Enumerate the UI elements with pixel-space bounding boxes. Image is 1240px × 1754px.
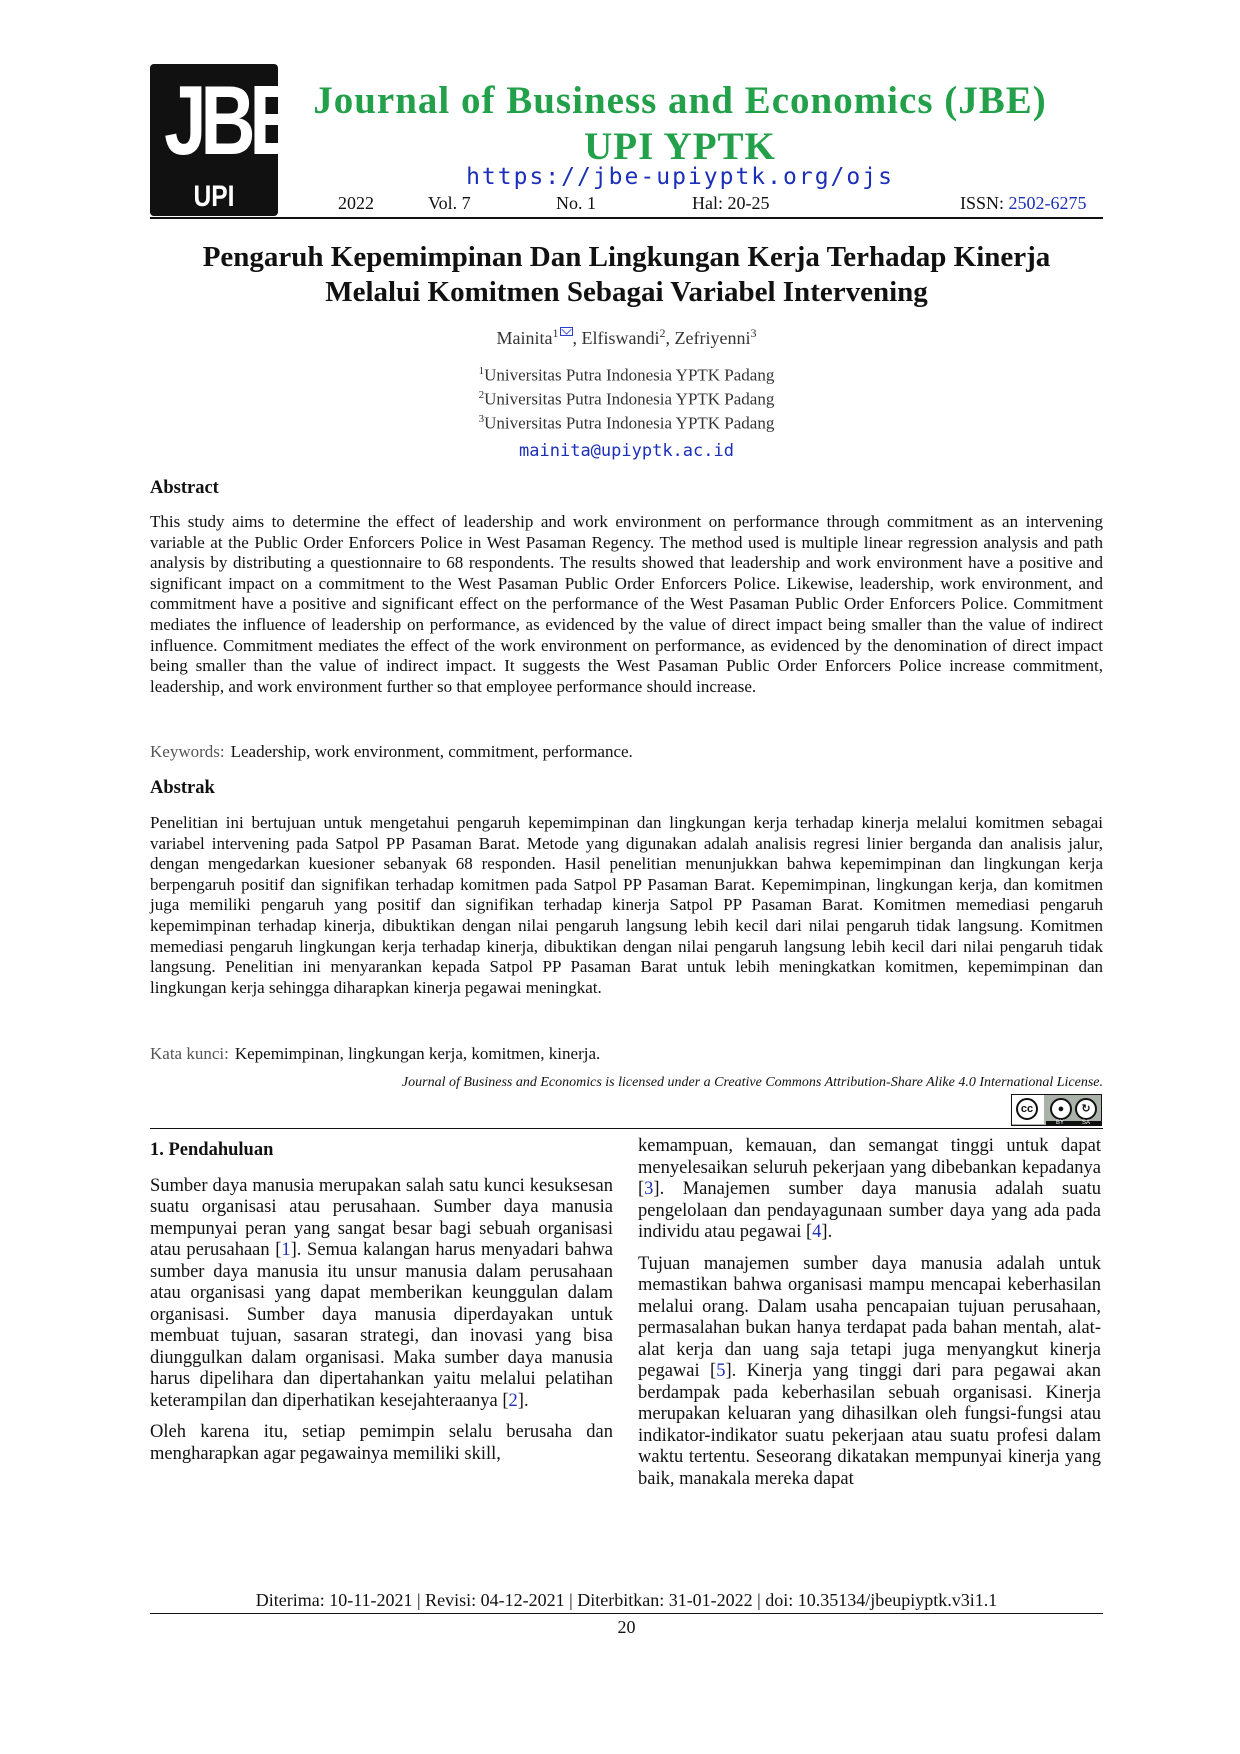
affiliation	[150, 408, 1103, 435]
journal-title	[290, 78, 1070, 170]
abstract-heading: Abstract	[150, 478, 219, 498]
author-sup: 1	[552, 326, 559, 340]
body-paragraph: Oleh karena itu, setiap pemimpin selalu berusaha dan mengharapkan agar pegawainya memiliki skill,	[150, 1422, 613, 1464]
paragraph-text: ]. Semua kalangan harus menyadari bahwa sumber daya manusia itu unsur manusia dalam perusahaan atau organisasi yang dapat memberikan keunggulan dalam organisasi. Sumber daya manusia diperdayakan untuk membuat tujuan, sasaran strategi, dan inovasi yang bisa diunggulkan dalam organisasi. Maka sumber daya manusia harus dipelihara dan dipertahankan yaitu melalui pelatihan keterampilan dan diperhatikan kesejahteraanya [	[150, 1240, 613, 1411]
logo-text-small: UPI YPTK	[181, 180, 247, 247]
paper-title-line2: Melalui Komitmen Sebagai Variabel Intervening	[325, 276, 928, 308]
paragraph-text: Tujuan manajemen sumber daya manusia adalah untuk memastikan bahwa organisasi mampu mencapai keberhasilan melalui orang. Dalam usaha pencapaian tujuan perusahaan, permasalahan bukan hanya terdapat pada bahan mentah, alat-alat kerja dan uang saja tetapi juga menyangkut kinerja pegawai [	[638, 1253, 1101, 1381]
citation-link[interactable]: 5	[716, 1361, 726, 1381]
share-alike-icon: ↻	[1075, 1098, 1097, 1120]
body-paragraph	[150, 1176, 613, 1413]
keywords	[150, 741, 1103, 763]
affiliation	[150, 384, 1103, 411]
journal-title-line2: UPI YPTK	[584, 125, 776, 168]
kata-kunci-text: Kepemimpinan, lingkungan kerja, komitmen, kinerja.	[234, 1044, 601, 1063]
author-name: Elfiswandi	[581, 328, 660, 348]
attribution-icon: ●	[1050, 1098, 1072, 1120]
affiliation-text: Universitas Putra Indonesia YPTK Padang	[484, 413, 775, 433]
page-number: 20	[617, 1617, 636, 1637]
kata-kunci	[150, 1043, 1103, 1065]
footer-divider	[150, 1613, 1103, 1614]
keywords-label: Keywords:	[150, 742, 225, 761]
author-sup: 3	[750, 326, 757, 340]
affiliation-sup: 2	[478, 389, 485, 401]
envelope-icon[interactable]	[560, 327, 573, 336]
author-sup: 2	[659, 326, 666, 340]
paragraph-text: ].	[517, 1390, 529, 1411]
paragraph-text: ]. Kinerja yang tinggi dari para pegawai akan berdampak pada keberhasilan sebuah organisasi. Kinerja merupakan keluaran yang dihasilkan oleh fungsi-fungsi atau indikator-indikator suatu pekerjaan atau suatu profesi dalam waktu tertentu. Seseorang dikatakan mempunyai kinerja yang baik, manakala mereka dapat	[638, 1361, 1102, 1489]
paper-title-line1: Pengaruh Kepemimpinan Dan Lingkungan Kerja Terhadap Kinerja	[202, 241, 1051, 273]
cc-by-sa-badge[interactable]	[1011, 1094, 1102, 1126]
publication-history: Diterima: 10-11-2021 | Revisi: 04-12-2021 | Diterbitkan: 31-01-2022 | doi: 10.35134/jbeupiyptk.v3i1.1	[255, 1590, 998, 1610]
abstrak-heading: Abstrak	[150, 778, 215, 798]
affiliation-sup: 1	[478, 365, 485, 377]
logo-text-big: JBE	[164, 65, 295, 175]
author-name: Mainita	[496, 328, 553, 348]
paragraph-text: ].	[821, 1222, 833, 1242]
badge-by-label: BY	[1056, 1120, 1065, 1126]
citation-link[interactable]: 2	[508, 1390, 518, 1411]
license-statement: Journal of Business and Economics is licensed under a Creative Commons Attribution-Share Alike 4.0 International License.	[401, 1075, 1103, 1090]
paper-title	[150, 240, 1103, 310]
kata-kunci-label: Kata kunci:	[150, 1044, 229, 1063]
body-column-right	[638, 1136, 1101, 1500]
affiliation	[150, 360, 1103, 387]
paragraph-text: ]. Manajemen sumber daya manusia adalah suatu pengelolaan dan pendayagunaan sumber daya yang ada pada individu atau pegawai [	[638, 1179, 1101, 1242]
citation-link[interactable]: 4	[812, 1222, 822, 1242]
issue-pages: Hal: 20-25	[692, 193, 770, 213]
paragraph-text: kemampuan, kemauan, dan semangat tinggi untuk dapat menyelesaikan seluruh pekerjaan yang dibebankan kepadanya [	[638, 1136, 1101, 1199]
affiliation-text: Universitas Putra Indonesia YPTK Padang	[484, 365, 775, 385]
issn	[960, 192, 1087, 214]
section-divider	[150, 1128, 1103, 1129]
citation-link[interactable]: 1	[281, 1240, 291, 1260]
section-heading: 1. Pendahuluan	[150, 1140, 274, 1160]
header-divider	[150, 217, 1103, 219]
paragraph-text: Sumber daya manusia merupakan salah satu kunci kesuksesan suatu organisasi atau perusahaan. Sumber daya manusia mempunyai peran yang sangat besar bagi sebuah organisasi atau perusahaan [	[150, 1175, 613, 1260]
badge-sa-label: SA	[1082, 1120, 1091, 1126]
issue-year: 2022	[338, 193, 374, 213]
cc-badge-strip	[1046, 1121, 1101, 1125]
issn-label: ISSN:	[960, 193, 1005, 213]
body-paragraph	[638, 1254, 1101, 1491]
corresponding-email-link[interactable]: mainita@upiyptk.ac.id	[519, 441, 734, 461]
abstrak-text: Penelitian ini bertujuan untuk mengetahui pengaruh kepemimpinan dan lingkungan kerja terhadap kinerja melalui komitmen sebagai variabel intervening pada Satpol PP Pasaman Barat. Metode yang digunakan adalah analisis regresi linier berganda dan analisis jalur, dengan mengedarkan kuesioner sebanyak 68 responden. Hasil penelitian menunjukkan bahwa kepemimpinan dan lingkungan kerja berpengaruh positif dan signifikan terhadap komitmen pada Satpol PP Pasaman Barat. Kepemimpinan, lingkungan kerja, dan komitmen juga memiliki pengaruh yang positif dan signifikan terhadap kinerja Satpol PP Pasaman Barat. Komitmen memediasi pengaruh kepemimpinan terhadap kinerja, dibuktikan dengan nilai pengaruh langsung lebih kecil dari nilai pengaruh tidak langsung. Komitmen memediasi pengaruh lingkungan kerja terhadap kinerja, dibuktikan dengan nilai pengaruh langsung lebih kecil dari nilai pengaruh tidak langsung. Penelitian ini menyarankan kepada Satpol PP Pasaman Barat untuk lebih meningkatkan komitmen, kepemimpinan dan lingkungan kerja sehingga diharapkan kinerja pegawai meningkat.	[150, 813, 1103, 997]
journal-url-link[interactable]: https://jbe-upiyptk.org/ojs	[466, 164, 894, 190]
citation-link[interactable]: 3	[644, 1179, 654, 1199]
body-column-left	[150, 1140, 613, 1475]
author-list: Mainita$^1$ , Elfiswandi$^2$, Zefriyenni$^3$	[496, 326, 757, 348]
issue-volume: Vol. 7	[428, 193, 471, 213]
issn-link[interactable]: 2502-6275	[1008, 193, 1087, 213]
issue-number: No. 1	[556, 193, 596, 213]
journal-title-line1: Journal of Business and Economics (JBE)	[313, 79, 1047, 122]
abstract-text: This study aims to determine the effect of leadership and work environment on performance through commitment as an intervening variable at the Public Order Enforcers Police in West Pasaman Regency. The method used is multiple linear regression analysis and path analysis by distributing a questionnaire to 68 respondents. The results showed that leadership and work environment have a positive and significant impact on a commitment to the West Pasaman Public Order Enforcers Police. Likewise, leadership, work environment, and commitment have a positive and significant effect on the performance of the West Pasaman Public Order Enforcers Police. Commitment mediates the influence of leadership on performance, as evidenced by the value of direct impact being smaller than the value of indirect influence. Commitment mediates the effect of the work environment on performance, as evidenced by the denomination of direct impact being smaller than the value of indirect impact. It suggests the West Pasaman Public Order Enforcers Police increase commitment, leadership, and work environment further so that employee performance should increase.	[150, 512, 1103, 696]
keywords-text: Leadership, work environment, commitment, performance.	[230, 742, 633, 761]
author-name: Zefriyenni	[674, 328, 751, 348]
body-paragraph	[638, 1136, 1101, 1244]
journal-logo	[150, 64, 295, 247]
cc-icon: cc	[1016, 1098, 1038, 1120]
affiliation-text: Universitas Putra Indonesia YPTK Padang	[484, 389, 775, 409]
affiliation-sup: 3	[478, 413, 485, 425]
